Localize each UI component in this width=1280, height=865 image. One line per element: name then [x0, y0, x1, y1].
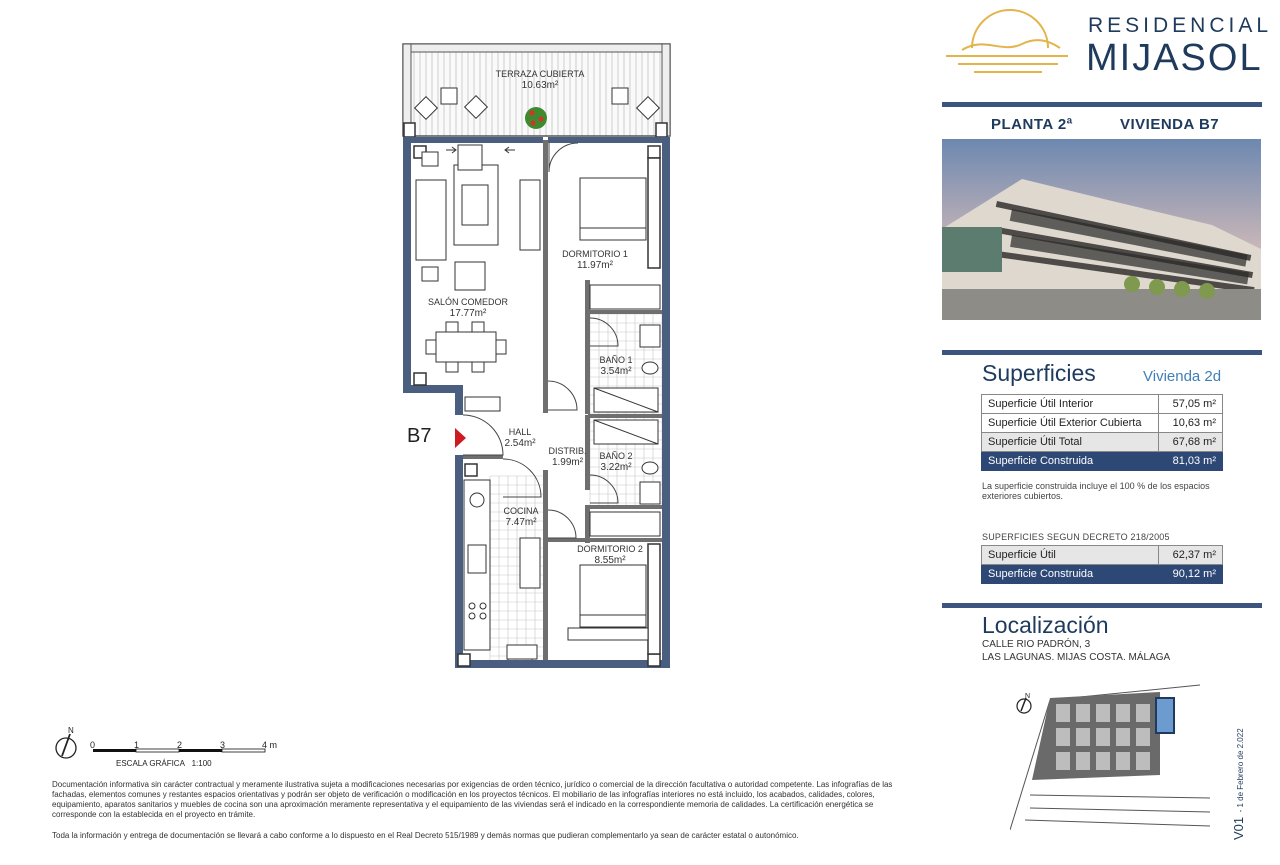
- svg-text:N: N: [68, 726, 74, 735]
- table-row: Superficie Útil 62,37 m²: [982, 546, 1223, 565]
- divider: [942, 102, 1262, 107]
- brand-residencial: RESIDENCIAL: [1088, 14, 1273, 37]
- wardrobe-2: [590, 512, 660, 536]
- room-label-salon: SALÓN COMEDOR 17.77m²: [427, 297, 508, 319]
- room-label-cocina: COCINA 7.47m²: [503, 506, 539, 528]
- room-label-terraza: TERRAZA CUBIERTA 10.63m²: [495, 69, 585, 91]
- dining-table: [436, 332, 496, 362]
- north-arrow-icon: [52, 724, 82, 760]
- version-block: V01 - 1 de Febrero de 2.022: [1231, 728, 1246, 840]
- scale-title: ESCALA GRÁFICA 1:100: [116, 759, 212, 768]
- decree-title: SUPERFICIES SEGUN DECRETO 218/2005: [982, 532, 1170, 542]
- room-label-bano2: BAÑO 2 3.22m²: [599, 451, 633, 473]
- table-row: Superficie Útil Total 67,68 m²: [982, 433, 1223, 452]
- floor-label: PLANTA 2ª: [991, 116, 1073, 133]
- plant-icon: [525, 107, 547, 129]
- version-date: 1 de Febrero de 2.022: [1236, 728, 1245, 808]
- bed-double: [580, 178, 646, 240]
- table-row: Superficie Construida 81,03 m²: [982, 452, 1223, 471]
- divider: [942, 350, 1262, 355]
- scale-tick: 0: [90, 740, 96, 750]
- table-row: Superficie Útil Interior 57,05 m²: [982, 395, 1223, 414]
- scale-tick: 3: [220, 740, 226, 750]
- surfaces-note: La superficie construida incluye el 100 % de los espacios exteriores cubiertos.: [982, 481, 1210, 501]
- divider: [942, 603, 1262, 608]
- room-label-hall: HALL 2.54m²: [504, 427, 536, 449]
- entrance-label: B7: [407, 425, 432, 447]
- brand-mijasol: MIJASOL: [1086, 37, 1263, 79]
- kitchen-table: [520, 538, 540, 588]
- version-code: V01: [1231, 816, 1246, 840]
- scale-tick: 1: [134, 740, 140, 750]
- decree-table: [981, 545, 1223, 584]
- location-address: CALLE RIO PADRÓN, 3 LAS LAGUNAS. MIJAS COSTA. MÁLAGA: [982, 639, 1171, 663]
- unit-label: VIVIENDA B7: [1120, 116, 1220, 133]
- location-title: Localización: [982, 612, 1109, 638]
- bed-2: [580, 565, 646, 627]
- sofa: [416, 180, 446, 260]
- table-row: Superficie Construida 90,12 m²: [982, 565, 1223, 584]
- disclaimer-text: Documentación informativa sin carácter contractual y meramente ilustrativa sujeta a modificaciones necesarias por exigencias de orden técnico, jurídico o comercial de la dirección facultativa o autoridad competente. Las infografías de las fachadas, elementos comunes y restantes espacios orientativas y podrán ser objeto de verificación o modificación en los proyectos técnicos. El mobiliario de las infografías interiores no está incluido, los acabados, calidades, colores, equipamiento, aparatos sanitarios y muebles de cocina son una aproximación meramente representativa y el equipamiento de las viviendas será el indicado en la correspondiente memoria de calidades. La certificación energética se corresponde con la establecida en el proyecto en trámite.: [52, 780, 893, 819]
- wardrobe: [590, 285, 660, 309]
- north-arrow-icon: [1012, 692, 1036, 716]
- room-label-dorm2: DORMITORIO 2 8.55m²: [577, 544, 643, 566]
- building-photo: [942, 139, 1261, 320]
- disclaimer-legal: Toda la información y entrega de documentación se llevará a cabo conforme a lo dispuesto en el Real Decreto 515/1989 y demás normas que pudieran complementarlo ya sean de carácter estatal o autonómico.: [52, 831, 799, 840]
- scale-tick: 2: [177, 740, 183, 750]
- surfaces-table: [981, 394, 1223, 471]
- tv-unit: [520, 180, 540, 250]
- sun-logo-icon: [944, 4, 1074, 80]
- table-row: Superficie Útil Exterior Cubierta 10,63 m²: [982, 414, 1223, 433]
- room-label-distrib: DISTRIB. 1.99m²: [548, 446, 587, 468]
- surfaces-title: Superficies: [982, 360, 1096, 386]
- scale-tick: 4 m: [262, 740, 278, 750]
- armchair: [455, 262, 485, 290]
- room-label-dorm1: DORMITORIO 1 11.97m²: [562, 249, 628, 271]
- room-label-bano1: BAÑO 1 3.54m²: [599, 355, 633, 377]
- washbasin: [640, 325, 660, 347]
- surfaces-subtitle: Vivienda 2d: [1143, 368, 1222, 385]
- location-map: [1010, 680, 1210, 830]
- svg-text:N: N: [1025, 693, 1031, 700]
